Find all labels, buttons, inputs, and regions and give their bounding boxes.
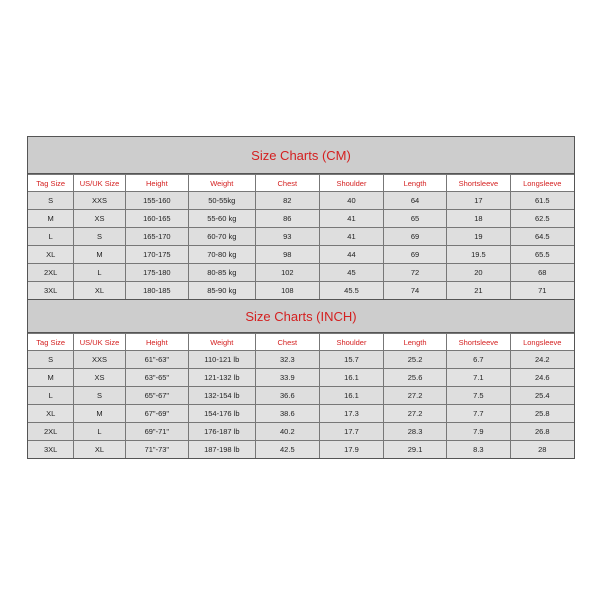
cm-table-cell: 60-70 kg: [189, 228, 256, 246]
cm-table-cell: XXS: [74, 192, 125, 210]
cm-table-cell: 175-180: [125, 264, 188, 282]
cm-table-cell: 180-185: [125, 282, 188, 300]
inch-table-cell: XL: [74, 441, 125, 459]
cm-table-cell: 19.5: [447, 246, 510, 264]
cm-column-header: Length: [383, 175, 446, 192]
cm-table-cell: 44: [320, 246, 384, 264]
cm-table-cell: 64: [383, 192, 446, 210]
inch-column-header: US/UK Size: [74, 334, 125, 351]
inch-table-cell: 33.9: [255, 369, 319, 387]
inch-column-header: Tag Size: [28, 334, 74, 351]
inch-table-cell: 7.7: [447, 405, 510, 423]
inch-chart-title: Size Charts (INCH): [28, 299, 574, 333]
inch-table-cell: L: [28, 387, 74, 405]
inch-table-cell: 71"-73": [125, 441, 188, 459]
inch-table-row: [28, 387, 574, 405]
cm-table-cell: XS: [74, 210, 125, 228]
inch-table-row: [28, 423, 574, 441]
inch-table-cell: 27.2: [383, 387, 446, 405]
cm-table-cell: 45: [320, 264, 384, 282]
cm-table-cell: 69: [383, 228, 446, 246]
cm-size-table: [28, 174, 574, 299]
inch-table-cell: 187-198 lb: [189, 441, 256, 459]
inch-table-cell: 25.2: [383, 351, 446, 369]
cm-table-cell: XL: [28, 246, 74, 264]
cm-column-header: US/UK Size: [74, 175, 125, 192]
inch-table-cell: S: [28, 351, 74, 369]
inch-table-cell: 25.6: [383, 369, 446, 387]
inch-table-cell: L: [74, 423, 125, 441]
cm-table-cell: L: [74, 264, 125, 282]
cm-table-cell: 40: [320, 192, 384, 210]
inch-table-cell: 17.3: [320, 405, 384, 423]
cm-table-cell: 155-160: [125, 192, 188, 210]
cm-table-cell: 72: [383, 264, 446, 282]
inch-table-cell: 27.2: [383, 405, 446, 423]
cm-table-row: [28, 210, 574, 228]
cm-column-header: Chest: [255, 175, 319, 192]
cm-table-cell: 45.5: [320, 282, 384, 300]
cm-table-cell: 71: [510, 282, 574, 300]
cm-table-cell: 19: [447, 228, 510, 246]
inch-table-cell: 63"-65": [125, 369, 188, 387]
cm-table-cell: 85-90 kg: [189, 282, 256, 300]
inch-table-row: [28, 351, 574, 369]
inch-table-cell: 17.7: [320, 423, 384, 441]
inch-table-cell: 69"-71": [125, 423, 188, 441]
cm-column-header: Shoulder: [320, 175, 384, 192]
cm-chart-title: Size Charts (CM): [28, 137, 574, 174]
cm-table-cell: 65: [383, 210, 446, 228]
cm-table-cell: 108: [255, 282, 319, 300]
cm-table-cell: 170-175: [125, 246, 188, 264]
inch-table-cell: 6.7: [447, 351, 510, 369]
inch-table-cell: S: [74, 387, 125, 405]
cm-table-cell: 69: [383, 246, 446, 264]
cm-header-row: [28, 175, 574, 192]
cm-table-cell: 98: [255, 246, 319, 264]
cm-table-cell: 41: [320, 228, 384, 246]
inch-table-cell: 16.1: [320, 369, 384, 387]
cm-column-header: Longsleeve: [510, 175, 574, 192]
cm-table-cell: 55-60 kg: [189, 210, 256, 228]
inch-table-row: [28, 369, 574, 387]
cm-table-cell: M: [28, 210, 74, 228]
inch-table-cell: 67"-69": [125, 405, 188, 423]
inch-table-cell: XL: [28, 405, 74, 423]
inch-table-cell: 176-187 lb: [189, 423, 256, 441]
cm-table-cell: 41: [320, 210, 384, 228]
cm-table-cell: 82: [255, 192, 319, 210]
cm-table-row: [28, 192, 574, 210]
cm-table-cell: 65.5: [510, 246, 574, 264]
cm-table-row: [28, 282, 574, 300]
inch-table-cell: 2XL: [28, 423, 74, 441]
cm-table-cell: 3XL: [28, 282, 74, 300]
cm-table-cell: 160-165: [125, 210, 188, 228]
inch-table-cell: 7.5: [447, 387, 510, 405]
inch-table-cell: M: [28, 369, 74, 387]
cm-table-cell: 165-170: [125, 228, 188, 246]
cm-table-cell: M: [74, 246, 125, 264]
inch-table-cell: 24.6: [510, 369, 574, 387]
inch-table-cell: 32.3: [255, 351, 319, 369]
inch-table-cell: 36.6: [255, 387, 319, 405]
inch-table-cell: 7.1: [447, 369, 510, 387]
inch-column-header: Shortsleeve: [447, 334, 510, 351]
inch-table-cell: 29.1: [383, 441, 446, 459]
inch-size-table: [28, 333, 574, 458]
inch-table-cell: 110-121 lb: [189, 351, 256, 369]
inch-table-cell: 38.6: [255, 405, 319, 423]
inch-table-cell: 7.9: [447, 423, 510, 441]
inch-table-cell: 16.1: [320, 387, 384, 405]
inch-table-cell: XXS: [74, 351, 125, 369]
inch-table-cell: 15.7: [320, 351, 384, 369]
inch-column-header: Weight: [189, 334, 256, 351]
cm-table-cell: 93: [255, 228, 319, 246]
cm-table-row: [28, 228, 574, 246]
cm-table-cell: 61.5: [510, 192, 574, 210]
inch-column-header: Length: [383, 334, 446, 351]
inch-table-cell: 8.3: [447, 441, 510, 459]
cm-table-cell: 21: [447, 282, 510, 300]
inch-table-cell: 25.4: [510, 387, 574, 405]
cm-table-cell: 17: [447, 192, 510, 210]
inch-table-cell: 25.8: [510, 405, 574, 423]
cm-table-cell: 74: [383, 282, 446, 300]
inch-table-cell: 154-176 lb: [189, 405, 256, 423]
cm-column-header: Shortsleeve: [447, 175, 510, 192]
inch-table-cell: 65"-67": [125, 387, 188, 405]
inch-column-header: Height: [125, 334, 188, 351]
inch-table-cell: 24.2: [510, 351, 574, 369]
inch-table-cell: 3XL: [28, 441, 74, 459]
cm-column-header: Height: [125, 175, 188, 192]
cm-table-row: [28, 264, 574, 282]
inch-column-header: Shoulder: [320, 334, 384, 351]
cm-table-cell: 80-85 kg: [189, 264, 256, 282]
inch-table-cell: 121-132 lb: [189, 369, 256, 387]
inch-table-cell: 28.3: [383, 423, 446, 441]
cm-table-cell: L: [28, 228, 74, 246]
inch-table-cell: 40.2: [255, 423, 319, 441]
inch-table-cell: XS: [74, 369, 125, 387]
cm-table-cell: 18: [447, 210, 510, 228]
cm-table-cell: S: [74, 228, 125, 246]
cm-table-cell: 70-80 kg: [189, 246, 256, 264]
inch-column-header: Longsleeve: [510, 334, 574, 351]
inch-header-row: [28, 334, 574, 351]
inch-table-cell: 28: [510, 441, 574, 459]
cm-table-cell: 86: [255, 210, 319, 228]
cm-table-cell: 62.5: [510, 210, 574, 228]
inch-table-row: [28, 405, 574, 423]
cm-table-row: [28, 246, 574, 264]
inch-table-cell: M: [74, 405, 125, 423]
cm-table-cell: 50-55kg: [189, 192, 256, 210]
inch-table-cell: 132-154 lb: [189, 387, 256, 405]
cm-table-cell: S: [28, 192, 74, 210]
cm-table-cell: 2XL: [28, 264, 74, 282]
cm-column-header: Weight: [189, 175, 256, 192]
inch-table-row: [28, 441, 574, 459]
cm-table-cell: 64.5: [510, 228, 574, 246]
cm-column-header: Tag Size: [28, 175, 74, 192]
cm-table-cell: 68: [510, 264, 574, 282]
inch-column-header: Chest: [255, 334, 319, 351]
inch-table-cell: 26.8: [510, 423, 574, 441]
inch-table-cell: 42.5: [255, 441, 319, 459]
size-chart-sheet: [27, 136, 575, 459]
cm-table-cell: 102: [255, 264, 319, 282]
inch-table-cell: 61"-63": [125, 351, 188, 369]
cm-table-cell: 20: [447, 264, 510, 282]
inch-table-cell: 17.9: [320, 441, 384, 459]
cm-table-cell: XL: [74, 282, 125, 300]
